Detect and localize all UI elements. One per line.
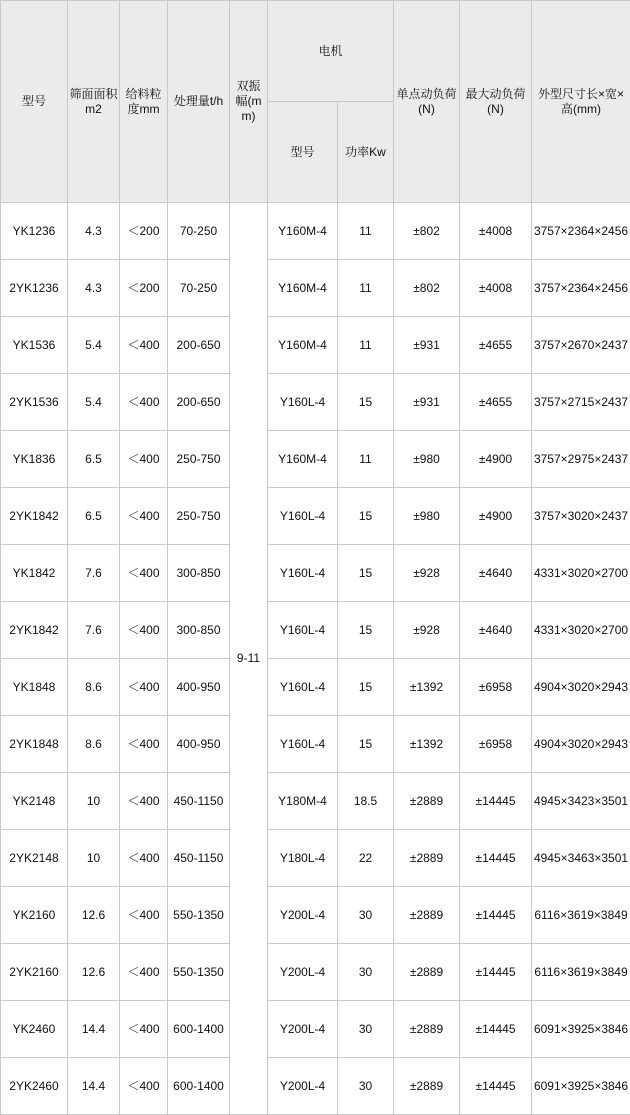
cell-model: 2YK1842	[1, 488, 68, 545]
table-row	[1, 887, 630, 944]
header-feed-size: 给料粒度mm	[120, 1, 168, 203]
cell-motor-type: Y160M-4	[268, 431, 338, 488]
cell-motor-power: 30	[338, 944, 394, 1001]
cell-feed-size: ＜400	[120, 1001, 168, 1058]
cell-feed-size: ＜400	[120, 1058, 168, 1115]
cell-single-load: ±2889	[394, 887, 460, 944]
cell-capacity: 450-1150	[168, 830, 230, 887]
cell-single-load: ±928	[394, 545, 460, 602]
cell-max-load: ±4655	[460, 374, 532, 431]
cell-capacity: 600-1400	[168, 1058, 230, 1115]
cell-screen-area: 8.6	[68, 659, 120, 716]
cell-max-load: ±14445	[460, 830, 532, 887]
cell-screen-area: 7.6	[68, 602, 120, 659]
cell-max-load: ±6958	[460, 716, 532, 773]
cell-max-load: ±4655	[460, 317, 532, 374]
cell-motor-type: Y200L-4	[268, 887, 338, 944]
cell-model: 2YK1848	[1, 716, 68, 773]
cell-motor-type: Y160L-4	[268, 488, 338, 545]
cell-dimensions: 4904×3020×2943	[532, 716, 630, 773]
cell-dimensions: 6116×3619×3849	[532, 944, 630, 1001]
cell-max-load: ±14445	[460, 944, 532, 1001]
cell-capacity: 70-250	[168, 260, 230, 317]
cell-screen-area: 8.6	[68, 716, 120, 773]
cell-motor-power: 15	[338, 374, 394, 431]
header-max-load: 最大动负荷(N)	[460, 1, 532, 203]
cell-motor-power: 22	[338, 830, 394, 887]
cell-max-load: ±14445	[460, 1001, 532, 1058]
cell-model: 2YK1236	[1, 260, 68, 317]
table-row	[1, 659, 630, 716]
cell-motor-power: 15	[338, 659, 394, 716]
cell-single-load: ±931	[394, 374, 460, 431]
cell-model: 2YK2160	[1, 944, 68, 1001]
cell-capacity: 300-850	[168, 545, 230, 602]
table-header	[1, 1, 630, 203]
cell-motor-power: 30	[338, 1001, 394, 1058]
table-row	[1, 317, 630, 374]
cell-amplitude: 9-11	[230, 203, 268, 1115]
header-model: 型号	[1, 1, 68, 203]
header-capacity: 处理量t/h	[168, 1, 230, 203]
cell-capacity: 250-750	[168, 488, 230, 545]
cell-screen-area: 12.6	[68, 887, 120, 944]
cell-max-load: ±4640	[460, 545, 532, 602]
table-row	[1, 374, 630, 431]
cell-feed-size: ＜200	[120, 260, 168, 317]
cell-capacity: 70-250	[168, 203, 230, 260]
cell-motor-type: Y160M-4	[268, 203, 338, 260]
table-row	[1, 1058, 630, 1115]
cell-motor-type: Y160L-4	[268, 602, 338, 659]
cell-model: YK1842	[1, 545, 68, 602]
cell-motor-type: Y160L-4	[268, 659, 338, 716]
cell-capacity: 200-650	[168, 317, 230, 374]
cell-max-load: ±4900	[460, 431, 532, 488]
cell-max-load: ±4900	[460, 488, 532, 545]
cell-motor-power: 15	[338, 716, 394, 773]
cell-screen-area: 6.5	[68, 431, 120, 488]
cell-single-load: ±2889	[394, 1058, 460, 1115]
cell-dimensions: 3757×3020×2437	[532, 488, 630, 545]
cell-feed-size: ＜400	[120, 602, 168, 659]
table-row	[1, 260, 630, 317]
cell-dimensions: 4945×3463×3501	[532, 830, 630, 887]
header-single-load: 单点动负荷(N)	[394, 1, 460, 203]
cell-motor-power: 11	[338, 203, 394, 260]
cell-motor-power: 15	[338, 602, 394, 659]
cell-motor-type: Y160L-4	[268, 716, 338, 773]
cell-model: YK2148	[1, 773, 68, 830]
cell-feed-size: ＜400	[120, 545, 168, 602]
cell-screen-area: 14.4	[68, 1058, 120, 1115]
table-row	[1, 602, 630, 659]
cell-capacity: 200-650	[168, 374, 230, 431]
cell-motor-type: Y160L-4	[268, 374, 338, 431]
header-motor-power: 功率Kw	[338, 102, 394, 203]
cell-dimensions: 6091×3925×3846	[532, 1001, 630, 1058]
cell-motor-type: Y200L-4	[268, 944, 338, 1001]
cell-single-load: ±931	[394, 317, 460, 374]
cell-model: YK1236	[1, 203, 68, 260]
cell-model: 2YK2148	[1, 830, 68, 887]
cell-feed-size: ＜400	[120, 659, 168, 716]
cell-screen-area: 12.6	[68, 944, 120, 1001]
cell-motor-type: Y180M-4	[268, 773, 338, 830]
cell-screen-area: 6.5	[68, 488, 120, 545]
cell-feed-size: ＜200	[120, 203, 168, 260]
cell-motor-power: 11	[338, 317, 394, 374]
cell-single-load: ±980	[394, 488, 460, 545]
header-motor-group: 电机	[268, 1, 394, 102]
cell-dimensions: 3757×2670×2437	[532, 317, 630, 374]
cell-capacity: 300-850	[168, 602, 230, 659]
cell-max-load: ±14445	[460, 887, 532, 944]
cell-screen-area: 5.4	[68, 374, 120, 431]
cell-motor-power: 11	[338, 431, 394, 488]
cell-max-load: ±14445	[460, 773, 532, 830]
cell-feed-size: ＜400	[120, 944, 168, 1001]
cell-model: 2YK2460	[1, 1058, 68, 1115]
cell-single-load: ±980	[394, 431, 460, 488]
cell-motor-power: 15	[338, 488, 394, 545]
cell-single-load: ±928	[394, 602, 460, 659]
cell-dimensions: 6091×3925×3846	[532, 1058, 630, 1115]
cell-dimensions: 4904×3020×2943	[532, 659, 630, 716]
cell-capacity: 400-950	[168, 716, 230, 773]
cell-motor-power: 11	[338, 260, 394, 317]
cell-single-load: ±1392	[394, 659, 460, 716]
cell-feed-size: ＜400	[120, 488, 168, 545]
cell-feed-size: ＜400	[120, 374, 168, 431]
table-row	[1, 716, 630, 773]
header-row-1	[1, 1, 630, 102]
cell-max-load: ±4640	[460, 602, 532, 659]
cell-capacity: 400-950	[168, 659, 230, 716]
cell-model: 2YK1842	[1, 602, 68, 659]
cell-single-load: ±2889	[394, 830, 460, 887]
cell-dimensions: 3757×2364×2456	[532, 203, 630, 260]
cell-dimensions: 4331×3020×2700	[532, 602, 630, 659]
cell-single-load: ±1392	[394, 716, 460, 773]
cell-screen-area: 10	[68, 773, 120, 830]
table-row	[1, 431, 630, 488]
cell-dimensions: 4331×3020×2700	[532, 545, 630, 602]
cell-motor-type: Y200L-4	[268, 1001, 338, 1058]
cell-motor-type: Y160M-4	[268, 317, 338, 374]
cell-motor-power: 30	[338, 1058, 394, 1115]
cell-motor-type: Y180L-4	[268, 830, 338, 887]
cell-screen-area: 4.3	[68, 203, 120, 260]
cell-feed-size: ＜400	[120, 887, 168, 944]
cell-capacity: 600-1400	[168, 1001, 230, 1058]
cell-single-load: ±802	[394, 260, 460, 317]
header-amplitude: 双振幅(mm)	[230, 1, 268, 203]
cell-screen-area: 7.6	[68, 545, 120, 602]
cell-dimensions: 3757×2975×2437	[532, 431, 630, 488]
cell-feed-size: ＜400	[120, 317, 168, 374]
cell-single-load: ±2889	[394, 773, 460, 830]
cell-dimensions: 3757×2364×2456	[532, 260, 630, 317]
table-row	[1, 545, 630, 602]
cell-screen-area: 5.4	[68, 317, 120, 374]
cell-capacity: 250-750	[168, 431, 230, 488]
cell-screen-area: 10	[68, 830, 120, 887]
cell-motor-type: Y160L-4	[268, 545, 338, 602]
cell-feed-size: ＜400	[120, 431, 168, 488]
cell-model: YK1836	[1, 431, 68, 488]
table-body	[1, 203, 630, 1115]
cell-single-load: ±802	[394, 203, 460, 260]
cell-screen-area: 14.4	[68, 1001, 120, 1058]
table-row	[1, 203, 630, 260]
header-motor-type: 型号	[268, 102, 338, 203]
table-row	[1, 488, 630, 545]
cell-max-load: ±4008	[460, 260, 532, 317]
table-row	[1, 944, 630, 1001]
cell-motor-power: 18.5	[338, 773, 394, 830]
cell-model: YK2460	[1, 1001, 68, 1058]
cell-single-load: ±2889	[394, 1001, 460, 1058]
cell-model: YK1536	[1, 317, 68, 374]
cell-feed-size: ＜400	[120, 716, 168, 773]
cell-motor-type: Y200L-4	[268, 1058, 338, 1115]
table-row	[1, 773, 630, 830]
cell-max-load: ±4008	[460, 203, 532, 260]
cell-model: 2YK1536	[1, 374, 68, 431]
table-row	[1, 830, 630, 887]
cell-screen-area: 4.3	[68, 260, 120, 317]
cell-motor-power: 15	[338, 545, 394, 602]
cell-capacity: 550-1350	[168, 887, 230, 944]
cell-dimensions: 3757×2715×2437	[532, 374, 630, 431]
cell-feed-size: ＜400	[120, 773, 168, 830]
cell-max-load: ±14445	[460, 1058, 532, 1115]
cell-feed-size: ＜400	[120, 830, 168, 887]
cell-capacity: 550-1350	[168, 944, 230, 1001]
cell-motor-type: Y160M-4	[268, 260, 338, 317]
cell-dimensions: 4945×3423×3501	[532, 773, 630, 830]
header-dimensions: 外型尺寸长×宽×高(mm)	[532, 1, 630, 203]
cell-capacity: 450-1150	[168, 773, 230, 830]
cell-dimensions: 6116×3619×3849	[532, 887, 630, 944]
cell-max-load: ±6958	[460, 659, 532, 716]
cell-model: YK1848	[1, 659, 68, 716]
cell-model: YK2160	[1, 887, 68, 944]
cell-single-load: ±2889	[394, 944, 460, 1001]
cell-motor-power: 30	[338, 887, 394, 944]
table-row	[1, 1001, 630, 1058]
header-screen-area: 筛面面积m2	[68, 1, 120, 203]
